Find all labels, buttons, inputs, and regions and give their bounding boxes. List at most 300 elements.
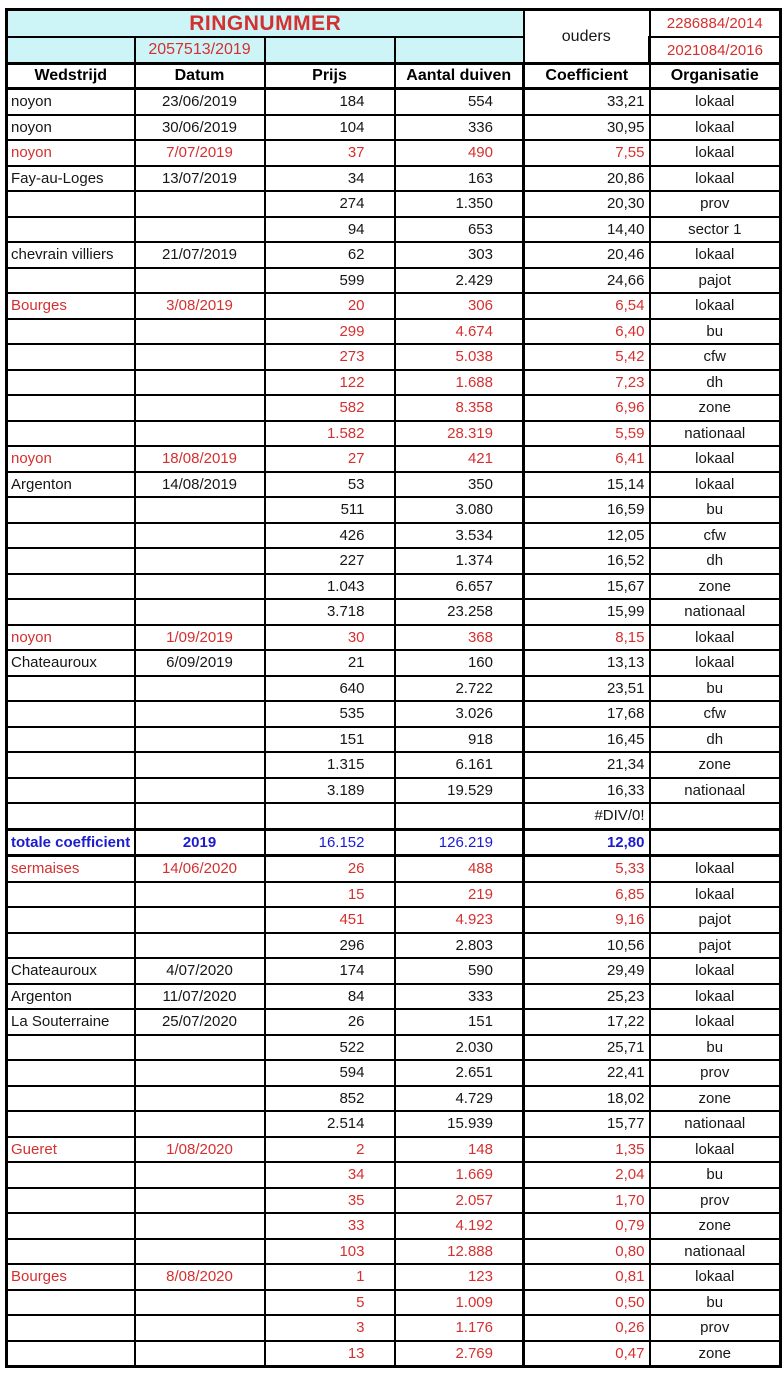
column-header-row: [7, 64, 781, 89]
aantal-duiven-cell: 421: [395, 446, 524, 472]
aantal-duiven-cell: 151: [395, 1009, 524, 1035]
coefficient-cell: 0,81: [524, 1264, 650, 1290]
prijs-cell: 13: [265, 1341, 395, 1367]
datum-cell: 2019: [135, 829, 265, 856]
table-row: [7, 1137, 781, 1163]
aantal-duiven-cell: 123: [395, 1264, 524, 1290]
aantal-duiven-cell: 160: [395, 650, 524, 676]
table-row: [7, 370, 781, 396]
wedstrijd-cell: Argenton: [7, 984, 135, 1010]
coefficient-cell: 1,70: [524, 1188, 650, 1214]
prijs-cell: 3: [265, 1315, 395, 1341]
table-row: [7, 1086, 781, 1112]
coefficient-cell: 25,71: [524, 1035, 650, 1061]
table-row: [7, 191, 781, 217]
datum-cell: 23/06/2019: [135, 89, 265, 115]
table-row: [7, 344, 781, 370]
organisatie-cell: lokaal: [650, 89, 781, 115]
coefficient-cell: 16,59: [524, 497, 650, 523]
coefficient-cell: 6,40: [524, 319, 650, 345]
aantal-duiven-cell: 3.534: [395, 523, 524, 549]
organisatie-cell: pajot: [650, 268, 781, 294]
prijs-cell: 35: [265, 1188, 395, 1214]
organisatie-cell: nationaal: [650, 1111, 781, 1137]
aantal-duiven-cell: 2.803: [395, 933, 524, 959]
coefficient-cell: 8,15: [524, 625, 650, 651]
datum-cell: [135, 1213, 265, 1239]
prijs-cell: 151: [265, 727, 395, 753]
coefficient-cell: 17,22: [524, 1009, 650, 1035]
page-title: RINGNUMMER: [7, 10, 524, 38]
wedstrijd-cell: Fay-au-Loges: [7, 166, 135, 192]
datum-cell: 3/08/2019: [135, 293, 265, 319]
datum-cell: [135, 421, 265, 447]
prijs-cell: 2: [265, 1137, 395, 1163]
datum-cell: 14/06/2020: [135, 856, 265, 882]
aantal-duiven-cell: 8.358: [395, 395, 524, 421]
coefficient-cell: 7,23: [524, 370, 650, 396]
organisatie-cell: zone: [650, 574, 781, 600]
coefficient-cell: 30,95: [524, 115, 650, 141]
wedstrijd-cell: [7, 676, 135, 702]
organisatie-cell: lokaal: [650, 166, 781, 192]
organisatie-cell: lokaal: [650, 625, 781, 651]
wedstrijd-cell: Argenton: [7, 472, 135, 498]
datum-cell: [135, 676, 265, 702]
coefficient-cell: 5,59: [524, 421, 650, 447]
datum-cell: [135, 907, 265, 933]
wedstrijd-cell: [7, 907, 135, 933]
coefficient-cell: 0,26: [524, 1315, 650, 1341]
table-row: [7, 958, 781, 984]
prijs-cell: 1: [265, 1264, 395, 1290]
datum-cell: [135, 803, 265, 829]
coefficient-cell: 7,55: [524, 140, 650, 166]
table-row: [7, 933, 781, 959]
table-row: [7, 1009, 781, 1035]
organisatie-cell: nationaal: [650, 1239, 781, 1265]
wedstrijd-cell: Bourges: [7, 293, 135, 319]
datum-cell: [135, 1315, 265, 1341]
wedstrijd-cell: [7, 1188, 135, 1214]
organisatie-cell: bu: [650, 497, 781, 523]
prijs-cell: 27: [265, 446, 395, 472]
wedstrijd-cell: [7, 191, 135, 217]
datum-cell: [135, 370, 265, 396]
wedstrijd-cell: Chateauroux: [7, 650, 135, 676]
datum-cell: 25/07/2020: [135, 1009, 265, 1035]
aantal-duiven-cell: 2.030: [395, 1035, 524, 1061]
prijs-cell: 2.514: [265, 1111, 395, 1137]
prijs-cell: 296: [265, 933, 395, 959]
table-row: [7, 882, 781, 908]
datum-cell: [135, 933, 265, 959]
wedstrijd-cell: [7, 1060, 135, 1086]
aantal-duiven-cell: 590: [395, 958, 524, 984]
table-row: [7, 1035, 781, 1061]
coefficient-cell: 2,04: [524, 1162, 650, 1188]
wedstrijd-cell: Gueret: [7, 1137, 135, 1163]
coefficient-cell: 16,45: [524, 727, 650, 753]
aantal-duiven-cell: 333: [395, 984, 524, 1010]
organisatie-cell: prov: [650, 1315, 781, 1341]
column-header-prijs: Prijs: [265, 64, 395, 89]
aantal-duiven-cell: 303: [395, 242, 524, 268]
organisatie-cell: lokaal: [650, 446, 781, 472]
aantal-duiven-cell: 148: [395, 1137, 524, 1163]
coefficient-cell: 22,41: [524, 1060, 650, 1086]
table-row: [7, 856, 781, 882]
aantal-duiven-cell: 336: [395, 115, 524, 141]
coefficient-cell: 18,02: [524, 1086, 650, 1112]
table-row: [7, 574, 781, 600]
prijs-cell: 426: [265, 523, 395, 549]
organisatie-cell: lokaal: [650, 472, 781, 498]
datum-cell: [135, 497, 265, 523]
table-row: [7, 497, 781, 523]
aantal-duiven-cell: 12.888: [395, 1239, 524, 1265]
coefficient-cell: 12,80: [524, 829, 650, 856]
table-row: [7, 319, 781, 345]
table-row: [7, 676, 781, 702]
datum-cell: [135, 395, 265, 421]
prijs-cell: 227: [265, 548, 395, 574]
organisatie-cell: bu: [650, 1290, 781, 1316]
organisatie-cell: lokaal: [650, 115, 781, 141]
organisatie-cell: zone: [650, 1213, 781, 1239]
organisatie-cell: lokaal: [650, 1009, 781, 1035]
prijs-cell: 1.043: [265, 574, 395, 600]
wedstrijd-cell: noyon: [7, 140, 135, 166]
wedstrijd-cell: [7, 395, 135, 421]
coefficient-cell: 6,54: [524, 293, 650, 319]
aantal-duiven-cell: 15.939: [395, 1111, 524, 1137]
datum-cell: 30/06/2019: [135, 115, 265, 141]
datum-cell: 13/07/2019: [135, 166, 265, 192]
aantal-duiven-cell: 1.688: [395, 370, 524, 396]
organisatie-cell: bu: [650, 676, 781, 702]
datum-cell: [135, 1086, 265, 1112]
aantal-duiven-cell: 1.176: [395, 1315, 524, 1341]
ringnummer-row: [7, 10, 781, 38]
aantal-duiven-cell: 1.374: [395, 548, 524, 574]
datum-cell: 1/09/2019: [135, 625, 265, 651]
wedstrijd-cell: chevrain villiers: [7, 242, 135, 268]
total-row: [7, 829, 781, 856]
table-row: [7, 421, 781, 447]
datum-cell: [135, 727, 265, 753]
prijs-cell: 34: [265, 1162, 395, 1188]
organisatie-cell: zone: [650, 1086, 781, 1112]
wedstrijd-cell: [7, 574, 135, 600]
parent-ring-2: 2021084/2016: [650, 37, 781, 64]
datum-cell: 7/07/2019: [135, 140, 265, 166]
prijs-cell: 273: [265, 344, 395, 370]
datum-cell: [135, 1188, 265, 1214]
aantal-duiven-cell: 488: [395, 856, 524, 882]
coefficient-cell: 29,49: [524, 958, 650, 984]
wedstrijd-cell: [7, 778, 135, 804]
coefficient-cell: 15,67: [524, 574, 650, 600]
organisatie-cell: lokaal: [650, 293, 781, 319]
coefficient-cell: 16,33: [524, 778, 650, 804]
table-row: [7, 217, 781, 243]
aantal-duiven-cell: 3.080: [395, 497, 524, 523]
prijs-cell: 299: [265, 319, 395, 345]
coefficient-cell: 12,05: [524, 523, 650, 549]
organisatie-cell: lokaal: [650, 958, 781, 984]
wedstrijd-cell: [7, 217, 135, 243]
wedstrijd-cell: [7, 319, 135, 345]
table-header: [7, 10, 781, 89]
coefficient-cell: 9,16: [524, 907, 650, 933]
prijs-cell: 37: [265, 140, 395, 166]
table-row: [7, 242, 781, 268]
organisatie-cell: sector 1: [650, 217, 781, 243]
prijs-cell: 16.152: [265, 829, 395, 856]
prijs-cell: 94: [265, 217, 395, 243]
aantal-duiven-cell: 653: [395, 217, 524, 243]
coefficient-cell: 5,33: [524, 856, 650, 882]
coefficient-cell: 14,40: [524, 217, 650, 243]
table-row: [7, 1111, 781, 1137]
prijs-cell: 852: [265, 1086, 395, 1112]
prijs-cell: 522: [265, 1035, 395, 1061]
wedstrijd-cell: noyon: [7, 115, 135, 141]
organisatie-cell: zone: [650, 1341, 781, 1367]
prijs-cell: 84: [265, 984, 395, 1010]
datum-cell: [135, 778, 265, 804]
table-row: [7, 1060, 781, 1086]
wedstrijd-cell: [7, 1290, 135, 1316]
prijs-cell: 30: [265, 625, 395, 651]
prijs-cell: 62: [265, 242, 395, 268]
aantal-duiven-cell: 4.192: [395, 1213, 524, 1239]
table-row: [7, 115, 781, 141]
coefficient-cell: 6,96: [524, 395, 650, 421]
column-header-datum: Datum: [135, 64, 265, 89]
wedstrijd-cell: [7, 803, 135, 829]
wedstrijd-cell: noyon: [7, 446, 135, 472]
wedstrijd-cell: noyon: [7, 89, 135, 115]
aantal-duiven-cell: 2.429: [395, 268, 524, 294]
coefficient-cell: 15,14: [524, 472, 650, 498]
prijs-cell: 15: [265, 882, 395, 908]
datum-cell: [135, 574, 265, 600]
aantal-duiven-cell: 19.529: [395, 778, 524, 804]
aantal-duiven-cell: 1.669: [395, 1162, 524, 1188]
table-row: [7, 1315, 781, 1341]
prijs-cell: 5: [265, 1290, 395, 1316]
prijs-cell: 174: [265, 958, 395, 984]
table-row: [7, 1188, 781, 1214]
aantal-duiven-cell: 163: [395, 166, 524, 192]
organisatie-cell: nationaal: [650, 778, 781, 804]
organisatie-cell: nationaal: [650, 599, 781, 625]
coefficient-cell: 10,56: [524, 933, 650, 959]
prijs-cell: 184: [265, 89, 395, 115]
aantal-duiven-cell: 6.161: [395, 752, 524, 778]
coefficient-cell: 24,66: [524, 268, 650, 294]
wedstrijd-cell: [7, 933, 135, 959]
wedstrijd-cell: [7, 268, 135, 294]
table-row: [7, 625, 781, 651]
ouders-label: ouders: [524, 10, 650, 64]
organisatie-cell: lokaal: [650, 242, 781, 268]
prijs-cell: 104: [265, 115, 395, 141]
coefficient-cell: 25,23: [524, 984, 650, 1010]
organisatie-cell: [650, 803, 781, 829]
aantal-duiven-cell: 306: [395, 293, 524, 319]
datum-cell: [135, 319, 265, 345]
datum-cell: [135, 882, 265, 908]
empty-cell: [265, 37, 395, 64]
table-row: [7, 907, 781, 933]
organisatie-cell: pajot: [650, 933, 781, 959]
organisatie-cell: dh: [650, 548, 781, 574]
wedstrijd-cell: [7, 1213, 135, 1239]
datum-cell: 8/08/2020: [135, 1264, 265, 1290]
table-row: [7, 268, 781, 294]
table-row: [7, 1341, 781, 1367]
prijs-cell: 122: [265, 370, 395, 396]
datum-cell: [135, 344, 265, 370]
coefficient-cell: 20,30: [524, 191, 650, 217]
datum-cell: [135, 217, 265, 243]
datum-cell: 4/07/2020: [135, 958, 265, 984]
prijs-cell: 26: [265, 856, 395, 882]
aantal-duiven-cell: 918: [395, 727, 524, 753]
datum-cell: [135, 1162, 265, 1188]
wedstrijd-cell: La Souterraine: [7, 1009, 135, 1035]
prijs-cell: 599: [265, 268, 395, 294]
table-row: [7, 1213, 781, 1239]
organisatie-cell: dh: [650, 370, 781, 396]
column-header-wedstrijd: Wedstrijd: [7, 64, 135, 89]
wedstrijd-cell: [7, 599, 135, 625]
aantal-duiven-cell: 28.319: [395, 421, 524, 447]
coefficient-cell: 21,34: [524, 752, 650, 778]
column-header-coefficient: Coefficient: [524, 64, 650, 89]
prijs-cell: 3.718: [265, 599, 395, 625]
organisatie-cell: zone: [650, 752, 781, 778]
results-table-body: [7, 89, 781, 1367]
prijs-cell: 1.315: [265, 752, 395, 778]
table-row: [7, 548, 781, 574]
wedstrijd-cell: Chateauroux: [7, 958, 135, 984]
aantal-duiven-cell: 554: [395, 89, 524, 115]
organisatie-cell: lokaal: [650, 856, 781, 882]
datum-cell: [135, 1239, 265, 1265]
aantal-duiven-cell: 1.350: [395, 191, 524, 217]
datum-cell: 11/07/2020: [135, 984, 265, 1010]
coefficient-cell: 5,42: [524, 344, 650, 370]
prijs-cell: 640: [265, 676, 395, 702]
table-row: [7, 650, 781, 676]
table-row: [7, 166, 781, 192]
aantal-duiven-cell: 490: [395, 140, 524, 166]
wedstrijd-cell: [7, 497, 135, 523]
aantal-duiven-cell: 4.674: [395, 319, 524, 345]
aantal-duiven-cell: 4.729: [395, 1086, 524, 1112]
table-row: [7, 803, 781, 829]
prijs-cell: 511: [265, 497, 395, 523]
organisatie-cell: lokaal: [650, 984, 781, 1010]
organisatie-cell: lokaal: [650, 140, 781, 166]
organisatie-cell: [650, 829, 781, 856]
organisatie-cell: bu: [650, 1162, 781, 1188]
datum-cell: 21/07/2019: [135, 242, 265, 268]
aantal-duiven-cell: 4.923: [395, 907, 524, 933]
coefficient-cell: 13,13: [524, 650, 650, 676]
prijs-cell: 26: [265, 1009, 395, 1035]
datum-cell: [135, 1060, 265, 1086]
table-row: [7, 701, 781, 727]
wedstrijd-cell: [7, 1315, 135, 1341]
table-row: [7, 984, 781, 1010]
wedstrijd-cell: [7, 421, 135, 447]
aantal-duiven-cell: 2.651: [395, 1060, 524, 1086]
prijs-cell: 594: [265, 1060, 395, 1086]
coefficient-cell: 17,68: [524, 701, 650, 727]
coefficient-cell: 1,35: [524, 1137, 650, 1163]
aantal-duiven-cell: 1.009: [395, 1290, 524, 1316]
wedstrijd-cell: Bourges: [7, 1264, 135, 1290]
organisatie-cell: pajot: [650, 907, 781, 933]
organisatie-cell: bu: [650, 319, 781, 345]
datum-cell: [135, 1290, 265, 1316]
coefficient-cell: 20,46: [524, 242, 650, 268]
wedstrijd-cell: [7, 344, 135, 370]
table-row: [7, 293, 781, 319]
aantal-duiven-cell: 2.057: [395, 1188, 524, 1214]
wedstrijd-cell: [7, 1086, 135, 1112]
prijs-cell: 3.189: [265, 778, 395, 804]
aantal-duiven-cell: [395, 803, 524, 829]
coefficient-cell: 16,52: [524, 548, 650, 574]
aantal-duiven-cell: 5.038: [395, 344, 524, 370]
organisatie-cell: cfw: [650, 523, 781, 549]
organisatie-cell: prov: [650, 1188, 781, 1214]
organisatie-cell: lokaal: [650, 650, 781, 676]
prijs-cell: 582: [265, 395, 395, 421]
aantal-duiven-cell: 368: [395, 625, 524, 651]
organisatie-cell: dh: [650, 727, 781, 753]
datum-cell: 18/08/2019: [135, 446, 265, 472]
wedstrijd-cell: sermaises: [7, 856, 135, 882]
coefficient-cell: 33,21: [524, 89, 650, 115]
coefficient-cell: 0,50: [524, 1290, 650, 1316]
organisatie-cell: prov: [650, 191, 781, 217]
table-row: [7, 472, 781, 498]
wedstrijd-cell: noyon: [7, 625, 135, 651]
table-row: [7, 1264, 781, 1290]
wedstrijd-cell: [7, 523, 135, 549]
datum-cell: 14/08/2019: [135, 472, 265, 498]
organisatie-cell: cfw: [650, 344, 781, 370]
prijs-cell: [265, 803, 395, 829]
prijs-cell: 34: [265, 166, 395, 192]
wedstrijd-cell: [7, 1162, 135, 1188]
wedstrijd-cell: [7, 1111, 135, 1137]
table-row: [7, 1239, 781, 1265]
organisatie-cell: lokaal: [650, 1137, 781, 1163]
organisatie-cell: zone: [650, 395, 781, 421]
prijs-cell: 20: [265, 293, 395, 319]
datum-cell: [135, 1035, 265, 1061]
prijs-cell: 535: [265, 701, 395, 727]
aantal-duiven-cell: 23.258: [395, 599, 524, 625]
